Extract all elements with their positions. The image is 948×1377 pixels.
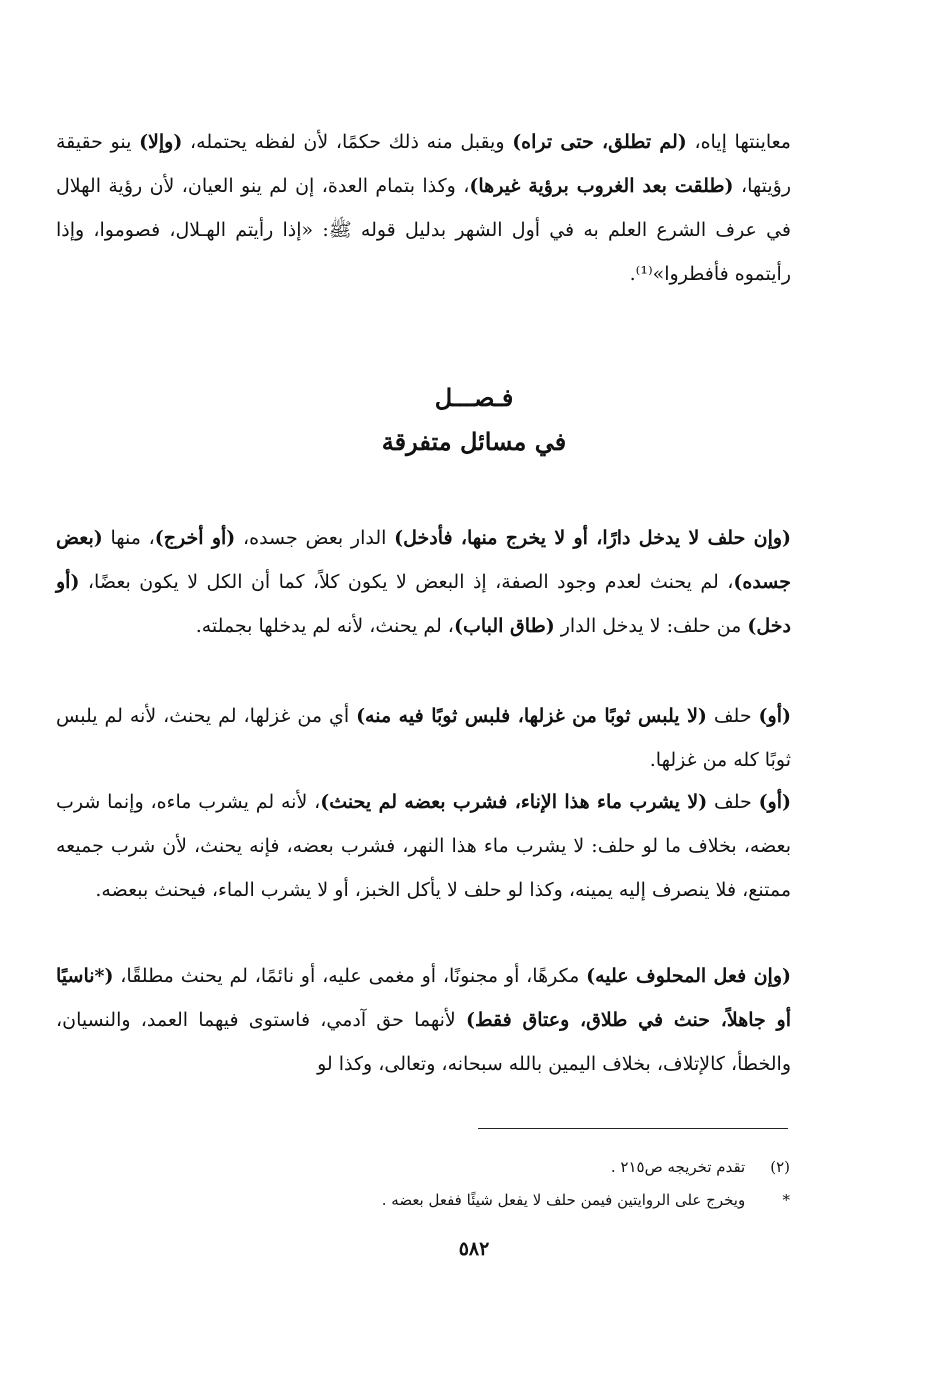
commentary-text: الدار بعض جسده، [235,527,395,549]
footnote-separator [478,1128,788,1129]
commentary-text: ، منها [102,527,155,549]
commentary-text: ، لم يحنث، لأنه لم يدخلها بجملته. [195,615,454,637]
commentary-text: ينو حقيقة رؤيتها، [56,131,791,197]
commentary-text: معاينتها إياه، [686,131,791,153]
bold-matn-text: (بعض جسده) [56,527,791,593]
commentary-text: لأنهما حق آدمي، فاستوى فيهما العمد، والنسيان، والخطأ، كالإتلاف، بخلاف اليمين بالله سبحانه، وتعالى، وكذا لو [56,1009,791,1075]
section-subheading: في مسائل متفرقة [381,427,567,456]
bold-matn-text: (وإلا) [139,131,183,153]
bold-matn-text: (وإن حلف لا يدخل دارًا، أو لا يخرج منها، فأدخل) [394,527,792,549]
bold-matn-text: (طلقت بعد الغروب برؤية غيرها) [469,175,734,197]
commentary-text: ، وكذا بتمام العدة، إن لم ينو العيان، لأن رؤية الهلال في عرف الشرع العلم به في أول الشهر بدليل قوله ﷺ: «إذا رأيتم الهـلال، فصوموا، وإذا رأيتموه فأفطروا»⁽¹⁾. [56,175,791,285]
footnote-2 [60,1191,790,1209]
commentary-text: ، لأنه لم يشرب ماءه، وإنما شرب بعضه، بخلاف ما لو حلف: لا يشرب ماء هذا النهر، فشرب بعضه، فإنه يحنث، لأن شرب جميعه ممتنع، فلا ينصرف إليه يمينه، وكذا لو حلف لا يأكل الخبز، أو لا يشرب الماء، فيحنث ببعضه. [56,791,791,901]
footnote-1-text: تقدم تخريجه ص٢١٥ . [610,1158,746,1176]
footnote-1 [60,1158,790,1176]
commentary-text: حلف [706,705,759,727]
commentary-text: من حلف: لا يدخل الدار [554,615,748,637]
bold-matn-text: (لا يشرب ماء هذا الإناء، فشرب بعضه لم يحنث) [320,791,708,813]
section-heading: فـصـــل [434,383,514,412]
paragraph-entering-house [56,516,791,648]
bold-matn-text: (وإن فعل المحلوف عليه) [586,965,791,987]
paragraph-continued [56,120,791,296]
paragraph-wearing-garment [56,694,791,782]
commentary-text: أي من غزلها، لم يحنث، لأنه لم يلبس ثوبًا كله من غزلها. [56,705,791,771]
page-number: ٥٨٢ [458,1238,490,1260]
bold-matn-text: (أو دخل) [56,571,791,637]
bold-matn-text: (لا يلبس ثوبًا من غزلها، فلبس ثوبًا فيه منه) [356,705,707,727]
commentary-text: مكرهًا، أو مجنونًا، أو مغمى عليه، أو نائمًا، لم يحنث مطلقًا، [113,965,587,987]
bold-matn-text: (طاق الباب) [453,615,555,637]
commentary-text: ، لم يحنث لعدم وجود الصفة، إذ البعض لا يكون كلاً، كما أن الكل لا يكون بعضًا، [79,571,734,593]
paragraph-drinking-water [56,780,791,912]
paragraph-doing-sworn-act [56,954,791,1086]
footnote-2-text: ويخرج على الروايتين فيمن حلف لا يفعل شيئًا ففعل بعضه . [381,1191,746,1209]
bold-matn-text: (أو) [758,705,791,727]
commentary-text: حلف [707,791,759,813]
bold-matn-text: (أو أخرج) [154,527,236,549]
bold-matn-text: (لم تطلق، حتى تراه) [512,131,687,153]
bold-matn-text: (أو) [758,791,791,813]
bold-matn-text: (*ناسيًا أو جاهلاً، حنث في طلاق، وعتاق فقط) [56,965,791,1031]
footnote-2-mark: * [782,1191,790,1209]
footnote-1-mark: (٢) [770,1158,790,1176]
commentary-text: ويقبل منه ذلك حكمًا، لأن لفظه يحتمله، [182,131,513,153]
